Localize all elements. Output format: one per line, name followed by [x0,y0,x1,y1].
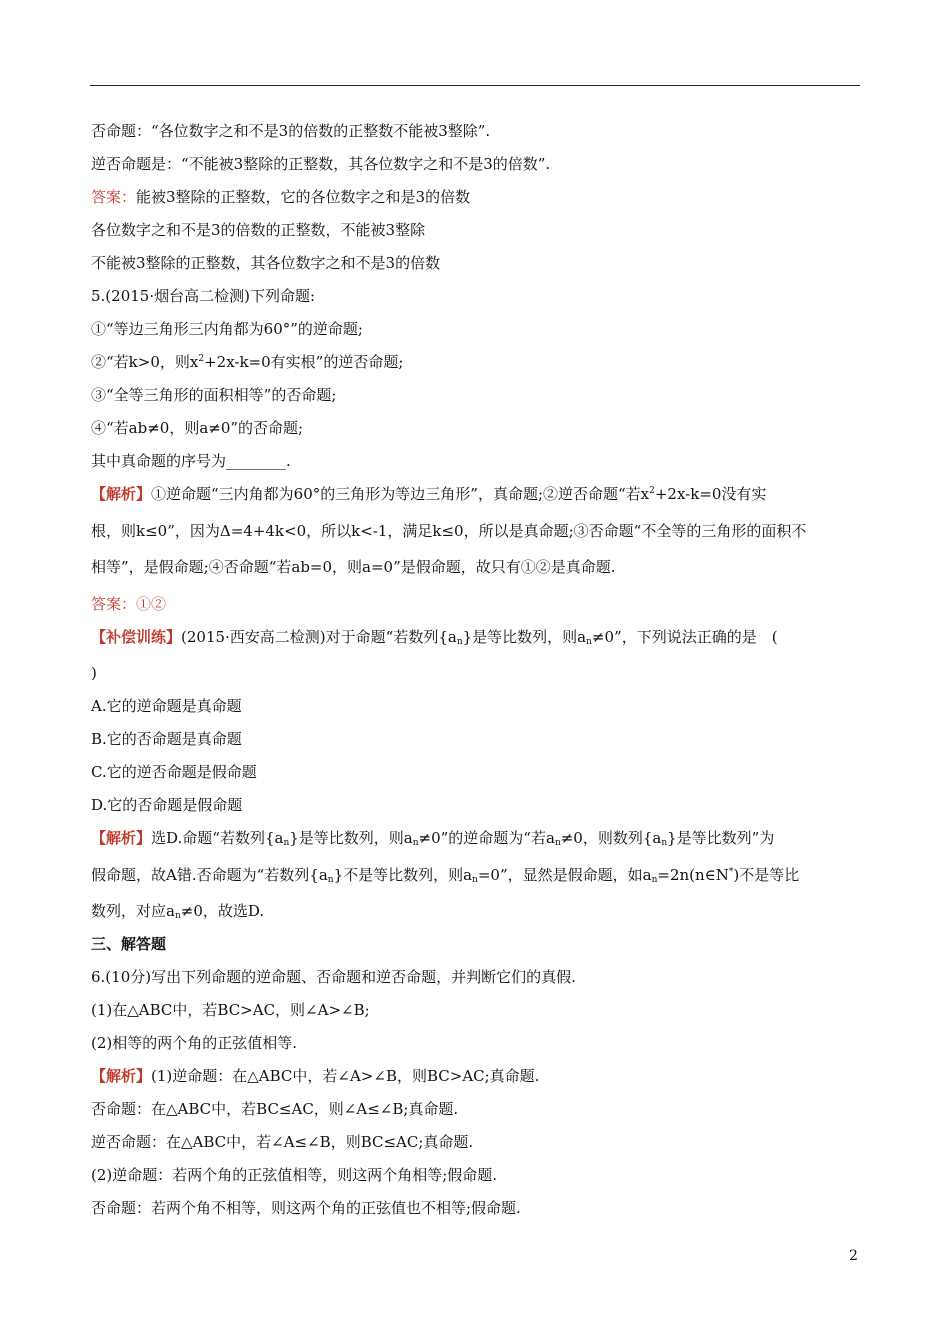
supplement-stem [91,625,861,662]
question-5-solution-2: 根，则k≤0”，因为Δ=4+4k<0，所以k<-1，满足k≤0，所以是真命题;③否命题“不全等的三角形的面积不 [91,521,807,540]
solution-tag: 【解析】 [91,485,152,503]
text-line: 各位数字之和不是3的倍数的正整数，不能被3整除 [91,221,426,239]
question-5-item-3: ③“全等三角形的面积相等”的否命题; [91,386,337,404]
question-6-part-1: (1)在△ABC中，若BC>AC，则∠A>∠B; [91,1001,370,1019]
subscript: n [327,874,334,885]
subscript: n [661,838,668,848]
answer-tag: 答案： [91,188,137,206]
text-run: }是等比数列”为 [667,829,775,847]
subscript: n [456,636,463,647]
supplement-tag: 【补偿训练】 [91,627,182,646]
supplement-solution-3 [91,899,861,932]
text-run: }是等比数列，则a [289,829,413,847]
question-5-stem: 5.(2015·烟台高二检测)下列命题: [91,287,316,305]
text-run: (2015·西安高二检测)对于命题“若数列{a [181,627,457,646]
subscript: n [472,874,478,885]
question-5-solution-1 [91,482,861,519]
text-run: +2x-k=0有实根”的逆否命题; [204,353,404,371]
text-line: 不能被3整除的正整数，其各位数字之和不是3的倍数 [91,254,441,272]
question-6-part-2: (2)相等的两个角的正弦值相等. [91,1034,298,1052]
subscript: n [586,636,592,647]
question-6-answer-1 [91,1064,861,1097]
text-run: 选D.命题“若数列{a [151,829,284,847]
question-6-answer-3: 逆否命题：在△ABC中，若∠A≤∠B，则BC≤AC;真命题. [91,1133,474,1151]
text-run: }是等比数列，则a [462,627,587,646]
question-6-answer-4: (2)逆命题：若两个角的正弦值相等，则这两个角相等;假命题. [91,1166,498,1184]
text-run: ≠0，则数列{a [560,829,662,847]
question-6-answer-5: 否命题：若两个角不相等，则这两个角的正弦值也不相等;假命题. [91,1199,521,1217]
question-5-answer: 答案：①② [91,594,167,613]
text-line: 否命题：“各位数字之和不是3的倍数的正整数不能被3整除”. [91,122,491,140]
subscript: n [283,838,290,848]
text-run: =0”，显然是假命题，如a [477,865,652,884]
question-5-item-4: ④“若ab≠0，则a≠0”的否命题; [91,419,304,437]
text-run: 数列，对应a [91,902,175,920]
solution-tag: 【解析】 [91,829,152,847]
question-5-item-1: ①“等边三角形三内角都为60°”的逆命题; [91,320,363,338]
option-a: A.它的逆命题是真命题 [91,697,242,715]
question-5-ask: 其中真命题的序号为________. [91,452,291,470]
subscript: n [554,838,561,848]
text-run: (1)逆命题：在△ABC中，若∠A>∠B，则BC>AC;真命题. [151,1067,540,1085]
text-run: ≠0，故选D. [180,902,265,920]
option-c: C.它的逆否命题是假命题 [91,763,257,781]
solution-tag: 【解析】 [91,1067,152,1085]
text-run: +2x-k=0没有实 [654,485,767,503]
header-rule [90,85,860,86]
supplement-solution-1 [91,826,861,863]
subscript: n [651,874,658,885]
section-heading: 三、解答题 [91,935,167,953]
question-6-stem: 6.(10分)写出下列命题的逆命题、否命题和逆否命题，并判断它们的真假. [91,968,576,986]
text-run: ①逆命题“三内角都为60°的三角形为等边三角形”，真命题;②逆否命题“若x [151,485,650,503]
superscript: * [728,866,734,877]
superscript: 2 [649,486,655,496]
text-run: ≠0”，下列说法正确的是 ( [591,627,778,646]
supplement-stem-close: ) [91,664,97,682]
text-run: }不是等比数列，则a [333,865,473,884]
superscript: 2 [198,354,205,364]
page-number: 2 [849,1248,858,1264]
text-run: ②“若k>0，则x [91,353,199,371]
option-d: D.它的否命题是假命题 [91,796,243,814]
text-run: 假命题，故A错.否命题为“若数列{a [91,865,328,884]
subscript: n [412,838,419,848]
text-run: ≠0”的逆命题为“若a [418,829,555,847]
text-line: 逆否命题是：“不能被3整除的正整数，其各位数字之和不是3的倍数”. [91,155,551,173]
subscript: n [174,911,181,921]
option-b: B.它的否命题是真命题 [91,730,242,748]
supplement-solution-2 [91,863,861,900]
text-run: )不是等比 [733,865,800,884]
text-run: =2n(n∈N [657,865,729,884]
question-5-solution-3: 相等”，是假命题;④否命题“若ab=0，则a=0”是假命题，故只有①②是真命题. [91,558,616,576]
question-6-answer-2: 否命题：在△ABC中，若BC≤AC，则∠A≤∠B;真命题. [91,1100,459,1118]
question-5-item-2 [91,350,861,383]
answer-line [91,185,861,218]
document-body [91,119,861,1229]
answer-text: 能被3整除的正整数，它的各位数字之和是3的倍数 [136,188,471,206]
